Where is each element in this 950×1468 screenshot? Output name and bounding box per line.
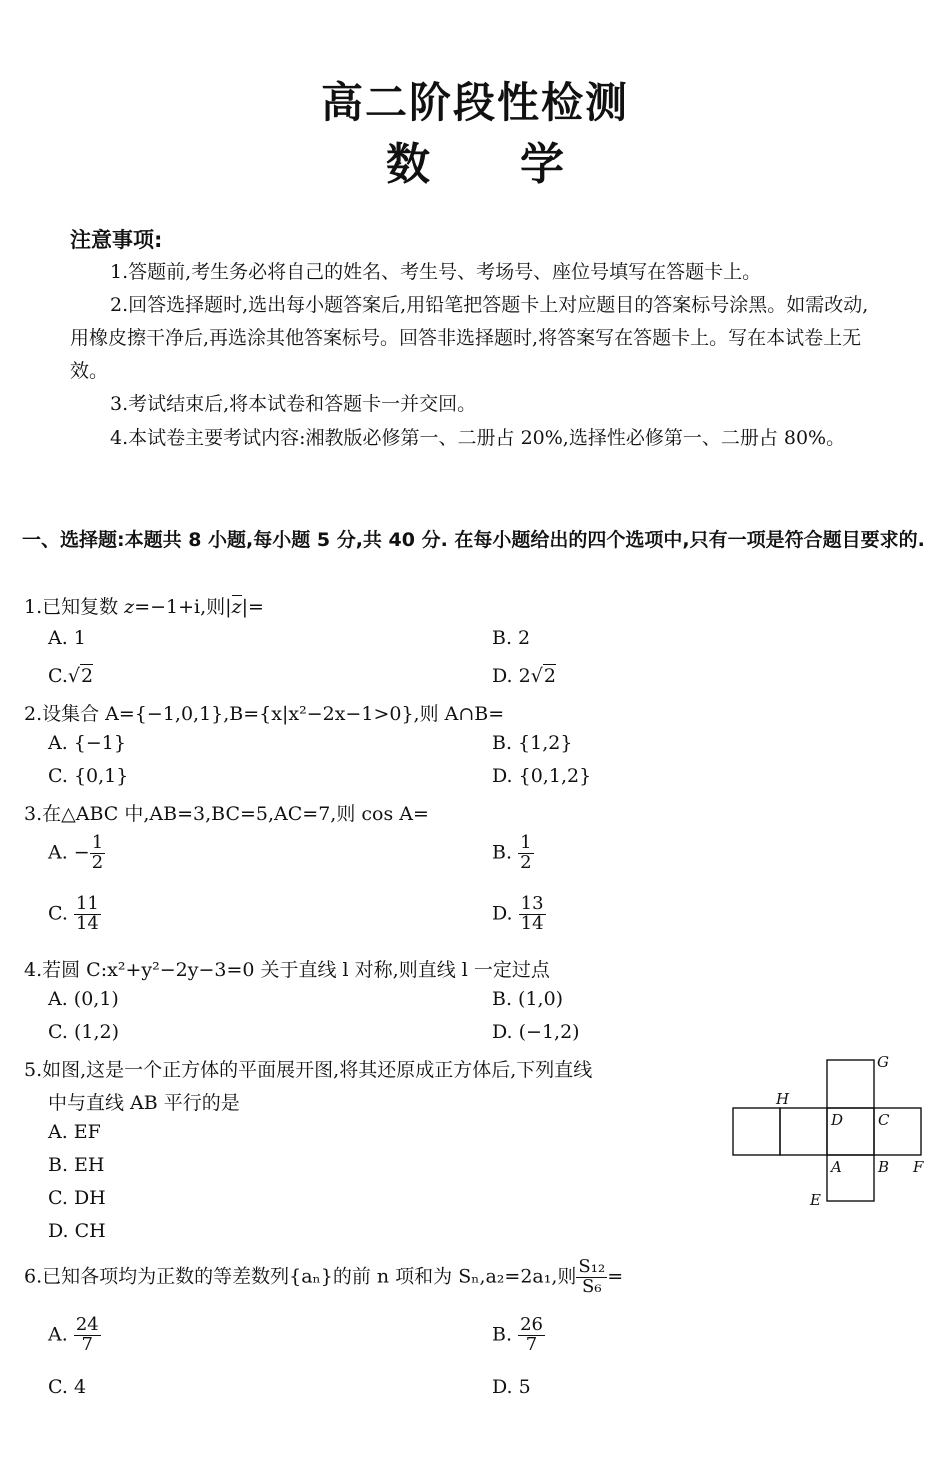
q5-option-d: D. CH <box>48 1220 106 1242</box>
label-e: E <box>810 1191 821 1209</box>
q4-option-a: A. (0,1) <box>48 988 119 1010</box>
question-2-stem: 2.设集合 A={−1,0,1},B={x|x²−2x−1>0},则 A∩B= <box>24 703 505 725</box>
q6-stem-a: 6.已知各项均为正数的等差数列{aₙ}的前 n 项和为 Sₙ,a₂=2a₁,则 <box>24 1265 577 1288</box>
q3-c-num: 11 <box>75 893 99 914</box>
notice-heading: 注意事项: <box>70 228 163 252</box>
q3-option-a <box>48 834 105 873</box>
q6-a-den: 7 <box>81 1333 93 1355</box>
q6-b-num: 26 <box>520 1314 543 1335</box>
label-h: H <box>776 1090 790 1108</box>
q1-stem-a: 1.已知复数 <box>24 596 125 618</box>
q3-b-label: B. <box>492 841 513 864</box>
q3-d-label: D. <box>492 902 513 925</box>
q3-a-label: A. − <box>48 841 90 864</box>
q3-a-den: 2 <box>91 851 104 873</box>
q6-a-fraction <box>74 1316 101 1355</box>
label-f: F <box>913 1158 924 1176</box>
q3-option-b <box>492 834 534 873</box>
q5-option-a: A. EF <box>48 1121 101 1143</box>
q3-b-num: 1 <box>520 832 532 853</box>
q6-option-a <box>48 1316 101 1355</box>
q1-z: z <box>124 596 135 618</box>
q4-option-c: C. (1,2) <box>48 1021 119 1043</box>
q6-ratio-fraction <box>576 1258 607 1297</box>
notice-item-2: 2.回答选择题时,选出每小题答案后,用铅笔把答题卡上对应题目的答案标号涂黑。如需改动,用橡皮擦干净后,再选涂其他答案标号。回答非选择题时,将答案写在答题卡上。写在本试卷上无效。 <box>70 294 869 382</box>
q2-option-c: C. {0,1} <box>48 765 129 787</box>
q3-d-den: 14 <box>520 912 544 934</box>
q6-option-b <box>492 1316 545 1355</box>
notice-item-3: 3.考试结束后,将本试卷和答题卡一并交回。 <box>110 393 477 415</box>
exam-subject: 数学 <box>386 139 654 190</box>
q1-c-radicand: 2 <box>81 665 94 687</box>
q3-c-den: 14 <box>75 912 99 934</box>
q3-b-fraction <box>518 834 533 873</box>
q1-option-a: A. 1 <box>48 627 86 649</box>
notice-item-4: 4.本试卷主要考试内容:湘教版必修第一、二册占 20%,选择性必修第一、二册占 80%。 <box>110 427 846 449</box>
q1-option-c: C.√2 <box>48 665 94 687</box>
q5-option-b: B. EH <box>48 1154 105 1176</box>
q1-zbar: z <box>231 596 242 618</box>
q6-b-fraction <box>518 1316 545 1355</box>
q3-a-fraction <box>90 834 105 873</box>
q4-option-b: B. (1,0) <box>492 988 564 1010</box>
question-1-stem <box>24 592 264 619</box>
question-5-stem-line2: 中与直线 AB 平行的是 <box>48 1092 240 1114</box>
q4-option-d: D. (−1,2) <box>492 1021 580 1043</box>
q3-c-label: C. <box>48 902 68 925</box>
q1-option-d: D. 2√2 <box>492 665 556 687</box>
q3-d-fraction <box>519 895 546 934</box>
q1-c-label: C. <box>48 665 68 687</box>
q6-ratio-den: S₆ <box>582 1275 602 1297</box>
q1-stem-b: =−1+i,则| <box>134 596 232 618</box>
label-a: A <box>831 1158 842 1176</box>
q5-option-c: C. DH <box>48 1187 106 1209</box>
net-square-top <box>827 1060 874 1108</box>
q2-option-b: B. {1,2} <box>492 732 573 754</box>
question-5-stem-line1: 5.如图,这是一个正方体的平面展开图,将其还原成正方体后,下列直线 <box>24 1059 593 1081</box>
net-square-1 <box>733 1108 780 1155</box>
q2-option-d: D. {0,1,2} <box>492 765 592 787</box>
q6-b-den: 7 <box>525 1333 538 1355</box>
label-d: D <box>831 1111 844 1129</box>
q3-d-num: 13 <box>520 893 544 914</box>
q6-stem-b: = <box>607 1265 624 1288</box>
q1-d-label: D. 2 <box>492 665 531 687</box>
question-6-stem <box>24 1258 623 1297</box>
q2-option-a: A. {−1} <box>48 732 126 754</box>
q3-b-den: 2 <box>520 851 532 873</box>
q6-ratio-num: S₁₂ <box>578 1256 606 1277</box>
question-4-stem: 4.若圆 C:x²+y²−2y−3=0 关于直线 l 对称,则直线 l 一定过点 <box>24 959 550 981</box>
q3-c-fraction <box>74 895 101 934</box>
q3-option-c <box>48 895 101 934</box>
section-heading-text: 一、选择题:本题共 8 小题,每小题 5 分,共 40 分. 在每小题给出的四个选项中,只有一项是符合题目要求的. <box>22 529 925 551</box>
q6-a-num: 24 <box>75 1314 99 1335</box>
label-c: C <box>878 1111 890 1129</box>
cube-net-figure <box>720 1050 940 1215</box>
q1-d-radicand: 2 <box>543 665 556 687</box>
q6-option-d: D. 5 <box>492 1376 531 1398</box>
q6-a-label: A. <box>48 1323 68 1346</box>
q3-a-num: 1 <box>91 832 104 853</box>
section-heading <box>22 524 932 556</box>
net-square-2 <box>780 1108 827 1155</box>
notice-item-1: 1.答题前,考生务必将自己的姓名、考生号、考场号、座位号填写在答题卡上。 <box>110 261 762 283</box>
q6-option-c: C. 4 <box>48 1376 87 1398</box>
q6-b-label: B. <box>492 1323 513 1346</box>
q1-option-b: B. 2 <box>492 627 531 649</box>
label-b: B <box>878 1158 890 1176</box>
exam-title: 高二阶段性检测 <box>320 78 629 127</box>
q3-option-d <box>492 895 546 934</box>
question-3-stem: 3.在△ABC 中,AB=3,BC=5,AC=7,则 cos A= <box>24 803 429 825</box>
q1-stem-c: |= <box>241 596 264 618</box>
label-g: G <box>877 1053 889 1071</box>
